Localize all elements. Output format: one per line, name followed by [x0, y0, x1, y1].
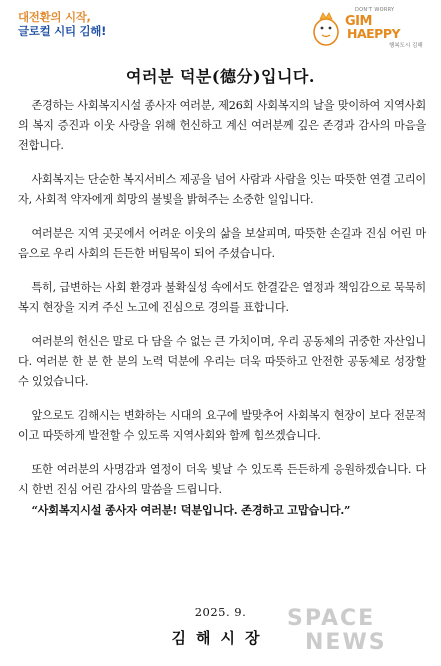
- letter-date: 2025. 9.: [194, 605, 247, 619]
- slogan-line-1: 대전환의 시작,: [18, 10, 91, 24]
- paragraph-4: 특히, 급변하는 사회 환경과 불확실성 속에서도 한결같은 열정과 책임감으로 묵묵히 복지 현장을 지켜 주신 노고에 진심으로 경의를 표합니다.: [18, 281, 426, 314]
- paragraph-1: 존경하는 사회복지시설 종사자 여러분, 제26회 사회복지의 날을 맞이하여 지역사회의 복지 증진과 이웃 사랑을 위해 헌신하고 계신 여러분께 깊은 존경과 감사의 마음을 전합니다.: [18, 99, 426, 152]
- logo-small-text: DON'T WORRY: [355, 7, 395, 13]
- paragraph-7: 또한 여러분의 사명감과 열정이 더욱 빛날 수 있도록 든든하게 응원하겠습니다. 다시 한번 진심 어린 감사의 말씀을 드립니다.: [18, 463, 426, 496]
- slogan-line-2: 글로컬 시티 김해!: [18, 24, 107, 38]
- gimhae-logo: [311, 6, 429, 50]
- watermark-line-1: SPACE: [287, 606, 376, 631]
- paragraph-6: 앞으로도 김해시는 변화하는 시대의 요구에 발맞추어 사회복지 현장이 보다 전문적이고 따뜻하게 발전할 수 있도록 지역사회와 함께 힘쓰겠습니다.: [18, 409, 426, 442]
- watermark-line-2: NEWS: [305, 630, 387, 655]
- logo-word-1: GIM: [345, 14, 372, 29]
- logo-subtitle: 행복도시 김해: [389, 43, 423, 49]
- watermark: [287, 604, 427, 658]
- closing-quote: “사회복지시설 종사자 여러분! 덕분입니다. 존경하고 고맙습니다.”: [31, 503, 351, 517]
- paragraph-3: 여러분은 지역 곳곳에서 어려운 이웃의 삶을 보살피며, 따뜻한 손길과 진심 어린 마음으로 우리 사회의 든든한 버팀목이 되어 주셨습니다.: [18, 227, 426, 260]
- letter-body: [18, 96, 426, 520]
- slogan: [18, 10, 106, 38]
- paragraph-2: 사회복지는 단순한 복지서비스 제공을 넘어 사람과 사람을 잇는 따뜻한 연결 고리이자, 사회적 약자에게 희망의 불빛을 밝혀주는 소중한 일입니다.: [18, 173, 426, 206]
- mascot-icon: [311, 8, 341, 46]
- logo-word-2: HAEPPY: [347, 26, 401, 41]
- letter-title: 여러분 덕분(德分)입니다.: [126, 67, 315, 86]
- paragraph-5: 여러분의 헌신은 말로 다 담을 수 없는 큰 가치이며, 우리 공동체의 귀중한 자산입니다. 여러분 한 분 한 분의 노력 덕분에 우리는 더욱 따뜻하고 안전한 공동체로 성장할 수 있었습니다.: [18, 335, 426, 388]
- signature: 김해시장: [171, 629, 270, 647]
